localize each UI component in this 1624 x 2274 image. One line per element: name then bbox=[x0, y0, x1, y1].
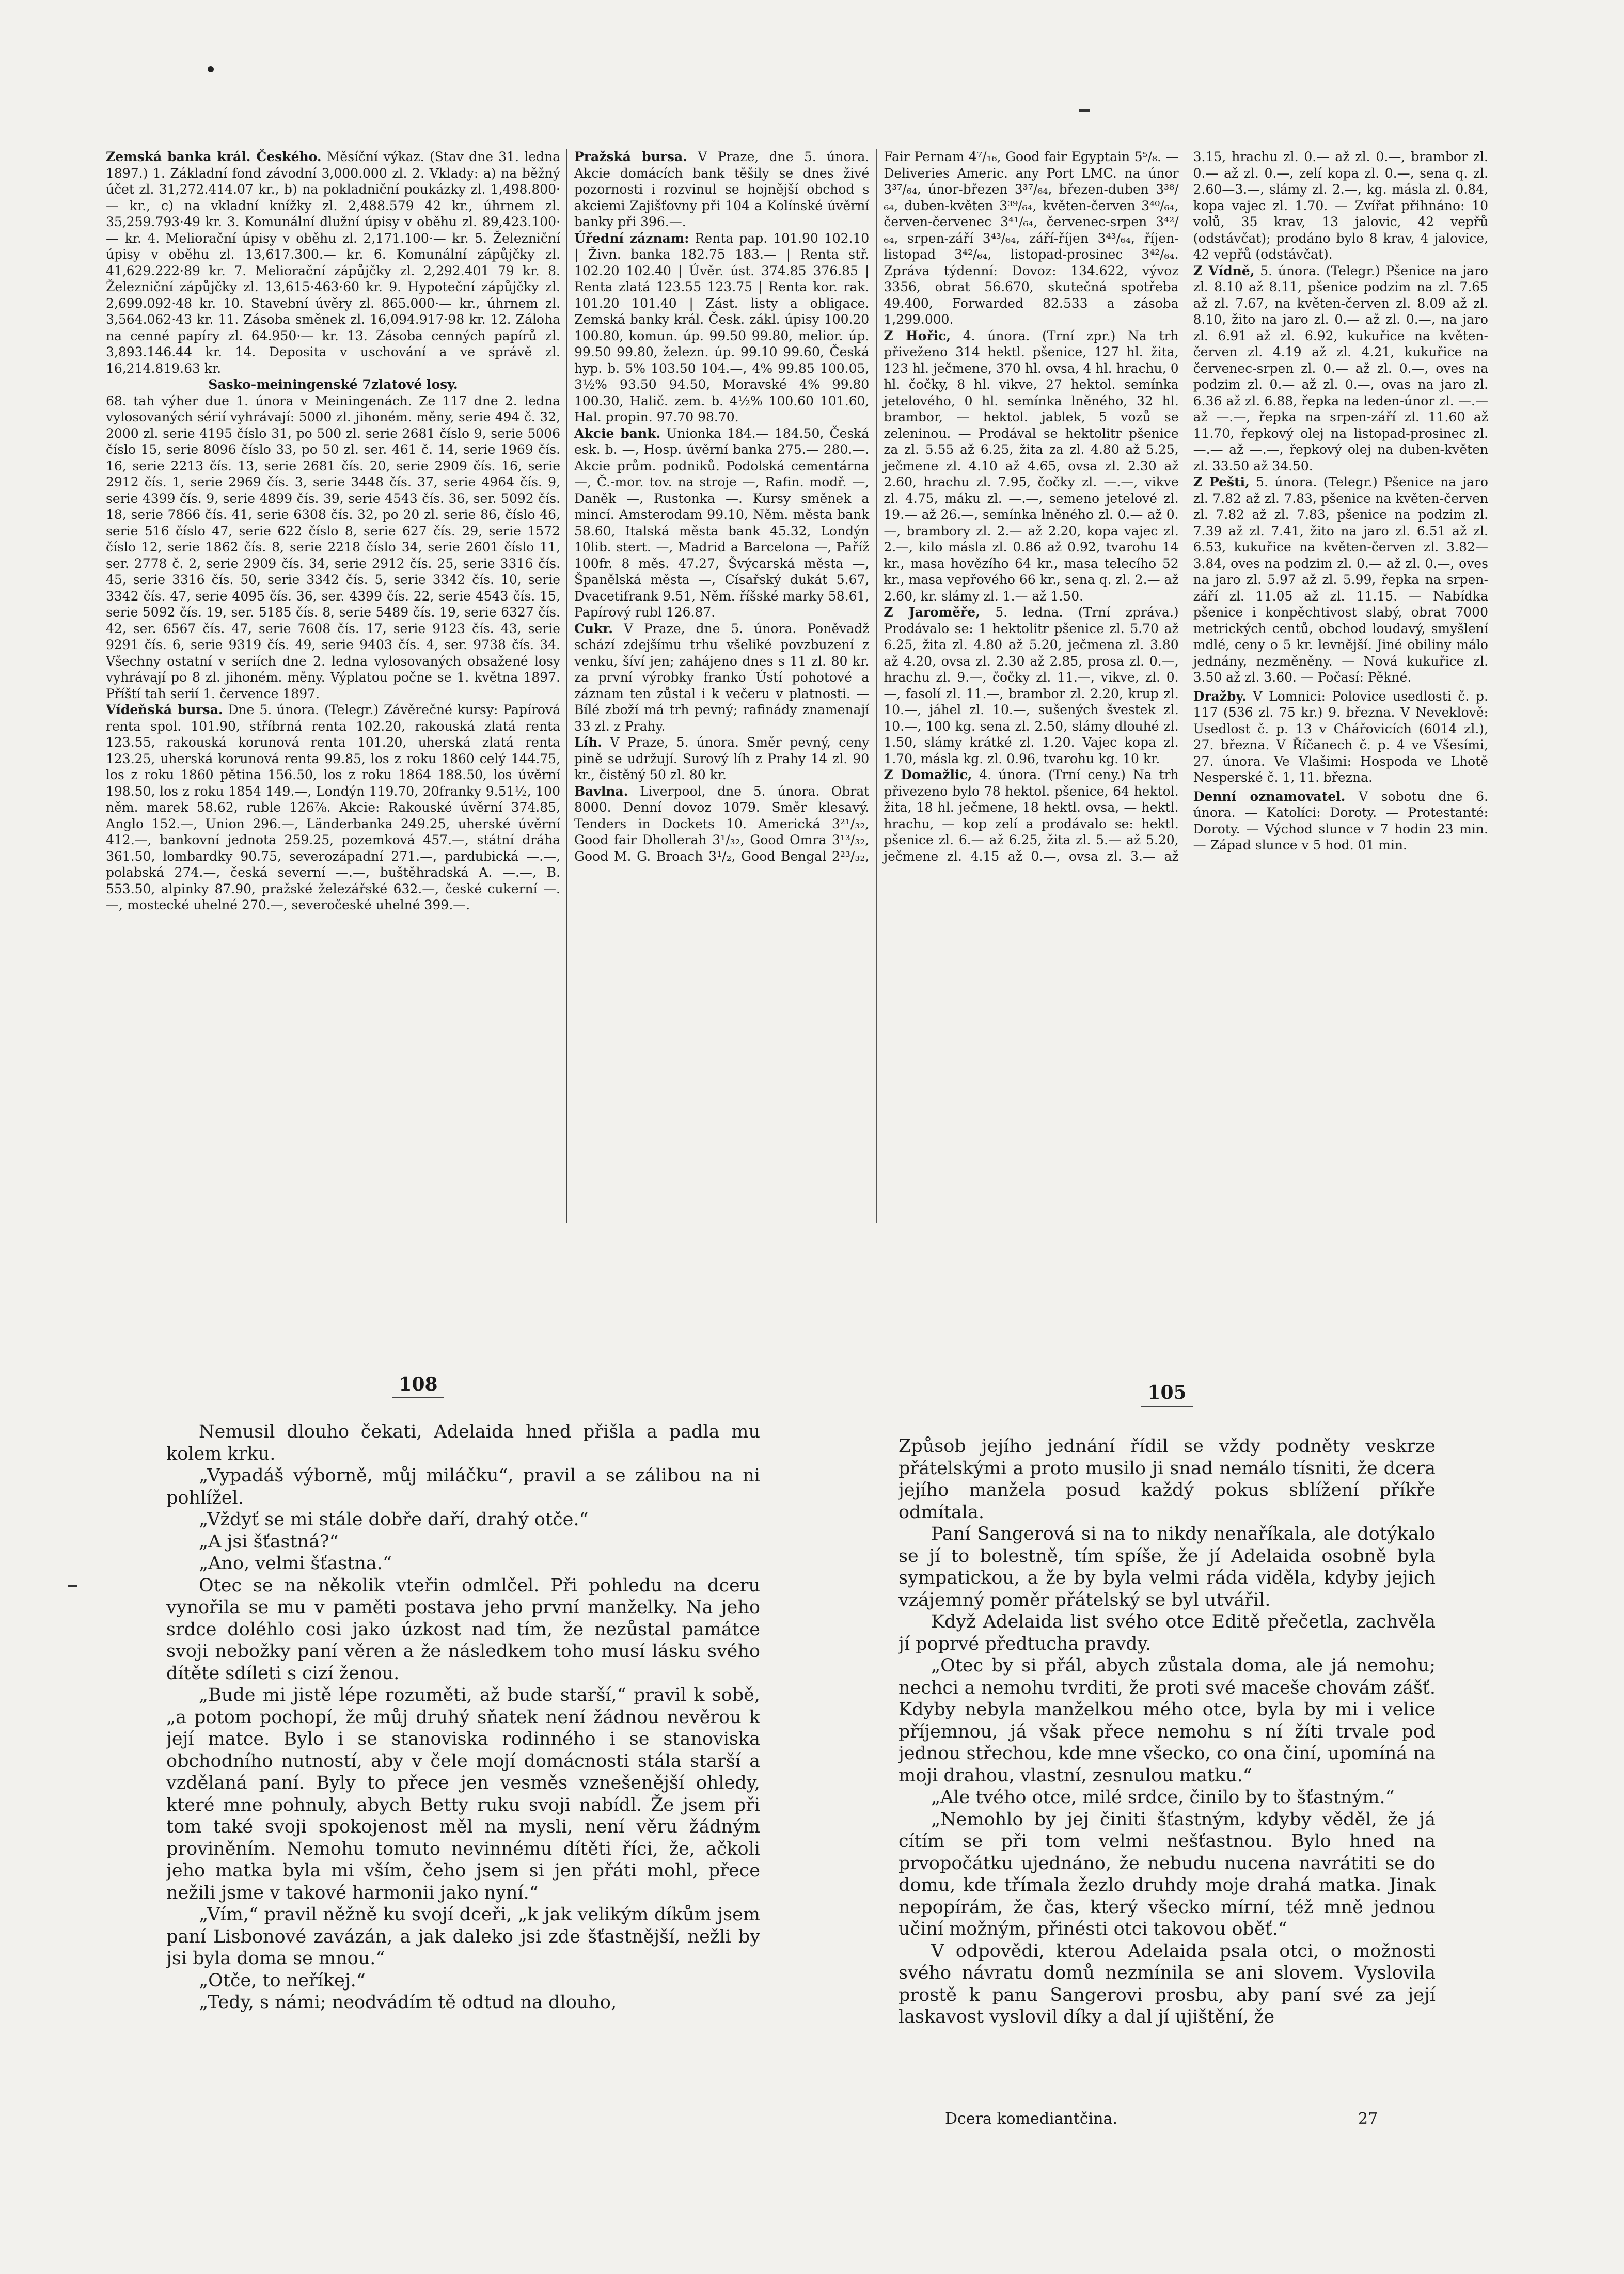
news-text: Dne 5. února. (Telegr.) Závěrečné kursy: Papírová renta spol. 101.90, stříbrná renta 102.20, rakouská zlatá renta 123.55, rakouská korunová renta 101.20, uherská zlatá renta 123.25, uherská korunová renta 99.85, los z roku 1860 celý 144.75, los z roku 1860 pětina 156.50, los z roku 1864 188.50, los úvěrní 198.50, los z roku 1854 149.—, Londýn 119.70, 20franky 9.51½, 100 něm. marek 58.62, ruble 126⅞. Akcie: Rakouské úvěrní 374.85, Anglo 152.—, Union 296.—, Länderbanka 249.25, uherské úvěrní 412.—, bankovní jednota 259.25, pozemková 457.—, státní dráha 361.50, lombardky 90.75, severozápadní 271.—, pardubická —.—, polabská 274.—, česká severní —.—, buštěhradská A. —.—, B. 553.50, alpinky 87.90, pražské železářské 632.—, české cukerní —.—, mostecké uhelné 270.—, severočeské uhelné 399.—. bbox=[106, 702, 560, 912]
news-heading: Úřední záznam: bbox=[574, 230, 689, 246]
column-divider bbox=[566, 149, 567, 1223]
novel-paragraph: Způsob jejího jednání řídil se vždy podněty veskrze přátelskými a proto musilo ji snad nemálo tísniti, že dcera jejího manžela posud každý pokus sblížení příkře odmítala. bbox=[898, 1436, 1436, 1523]
page-number-rule bbox=[1141, 1406, 1193, 1407]
news-item bbox=[106, 393, 560, 702]
news-text: 5. února. (Telegr.) Pšenice na jaro zl. 7.82 až zl. 7.83, pšenice na květen-červen zl. 7.82 až zl. 7.83, pšenice na podzim zl. 7.39 až zl. 7.41, žito na jaro zl. 6.51 až zl. 6.53, kukuřice na květen-červen zl. 3.82—3.84, oves na podzim zl. 0.— až zl. 0.—, oves na jaro zl. 5.97 až zl. 5.99, řepka na srpen-září zl. 11.05 až zl. 11.15. — Nabídka pšenice i konpěchtivost slabý, obrat 7000 metrických centů, obchod loudavý, smyšlení mdlé, ceny o 5 kr. levnější. Jiné obiliny málo jednány, nezměněny. — Nová kukuřice zl. 3.50 až zl. 3.60. — Počasí: Pěkné. bbox=[1193, 475, 1488, 685]
news-heading: Pražská bursa. bbox=[574, 149, 687, 164]
news-text: Unionka 184.— 184.50, Česká esk. b. —, Hosp. úvěrní banka 275.— 280.—. Akcie prům. podniků. Podolská cementárna —, Č.-mor. tov. na stroje —, Rafin. modř. —, Daněk —, Rustonka —. Kursy směnek a mincí. Amsterodam 99.10, Něm. města bank 58.60, Italská města bank 45.32, Londýn 10lib. stert. —, Madrid a Barcelona —, Paříž 100fr. 8 měs. 47.27, Švýcarská města —, Španělská města —, Císařský dukát 5.67, Dvacetifrank 9.51, Něm. říšské marky 58.61, Papírový rubl 126.87. bbox=[574, 425, 870, 620]
news-heading: Vídeňská bursa. bbox=[106, 702, 223, 717]
news-text: V Lomnici: Polovice usedlosti č. p. 117 (536 zl. 75 kr.) 9. března. V Neveklově: Usedlost č. p. 13 v Chářovicích (6014 zl.), 27. března. V Říčanech č. p. 4 ve Všesími, 27. února. Ve Vlašimi: Hospoda ve Lhotě Nesperské č. 1, 11. března. bbox=[1193, 688, 1488, 785]
novel-paragraph: Paní Sangerová si na to nikdy nenaříkala, ale dotýkalo se jí to bolestně, tím spíše, že jí Adelaida osobně byla sympatickou, a že by byla velmi ráda viděla, kdyby jejich vzájemný poměr přátelský se byl utvářil. bbox=[898, 1524, 1436, 1610]
novel-paragraph: „Otče, to neříkej.“ bbox=[199, 1970, 366, 1991]
news-text: 68. tah výher due 1. února v Meiningenách. Ze 117 dne 2. ledna vylosovaných sérií vyhrávají: 5000 zl. jihoném. měny, serie 494 č. 32, 2000 zl. serie 4195 číslo 31, po 500 zl. serie 2681 číslo 9, serie 5006 číslo 15, serie 8096 číslo 33, po 50 zl. ser. 461 č. 14, serie 1969 čís. 16, serie 2213 čís. 13, serie 2681 čís. 20, serie 2909 čís. 16, serie 2912 čís. 1, serie 2969 čís. 3, serie 3448 čís. 37, serie 4964 čís. 9, serie 4399 čís. 9, serie 4899 čís. 39, serie 4543 čís. 36, ser. 5092 čís. 18, serie 7866 čís. 41, serie 6308 čís. 32, po 20 zl. serie 86, číslo 46, serie 516 číslo 47, serie 622 číslo 8, serie 627 čís. 29, serie 1572 číslo 12, serie 1862 čís. 8, serie 2218 číslo 34, serie 2601 číslo 11, ser. 2778 č. 2, serie 2909 čís. 34, serie 2912 čís. 25, serie 3316 čís. 45, serie 3316 čís. 50, serie 3342 čís. 5, serie 3342 čís. 10, serie 3342 čís. 47, serie 4095 čís. 36, ser. 4399 čís. 22, serie 4543 čís. 15, serie 5092 čís. 19, ser. 5185 čís. 8, serie 5489 čís. 19, serie 6327 čís. 42, ser. 6567 čís. 47, serie 7608 čís. 17, serie 9123 čís. 43, serie 9291 čís. 6, serie 9319 čís. 49, serie 9403 čís. 4, ser. 9738 čís. 34. Všechny ostatní v seriích dne 2. ledna vylosovaných obsažené losy vyhrávají po 8 zl. jihoném. měny. Výplatou počne se 1. května 1897. Příští tah serií 1. července 1897. bbox=[106, 393, 560, 701]
novel-paragraph: „Vím,“ pravil něžně ku svojí dceři, „k jak velikým díkům jsem paní Lisbonové zavázán, a jak daleko jsi zde šťastnější, nežli by jsi byla doma se mnou.“ bbox=[166, 1904, 760, 1969]
news-item bbox=[884, 328, 1178, 605]
news-text: V Praze, dne 5. února. Akcie domácích bank těšily se dnes živé pozornosti i rozvinul se hojnější obchod s akciemi Zajišťovny při 104 a Kolínské úvěrní banky při 396.—. bbox=[574, 149, 870, 229]
news-text: V Praze, 5. února. Směr pevný, ceny pině se udržují. Surový líh z Prahy 14 zl. 90 kr., čistěný 50 zl. 80 kr. bbox=[574, 735, 870, 782]
news-item bbox=[1193, 263, 1488, 475]
news-text: 4. února. (Trní ceny.) Na trh přivezeno bylo 78 hektol. pšenice, 64 hektol. žita, 18 hl. ječmene, 18 hektl. ovsa, — hektl. hrachu, — kop zelí a prodávalo se: hektl. pšenice zl. 6.— až 6.25, žita zl. 5.— až 5.20, ječmene zl. 4.15 až 0.—, ovsa zl. 3.— až 3.15, hrachu zl. 0.— až zl. 0.—, brambor zl. 0.— až zl. 0.—, zelí kopa zl. 0.—, sena q. zl. 2.60—3.—, slámy zl. 2.—, kg. másla zl. 0.84, kopa vajec zl. 1.70. — Zvířat přihnáno: 10 volů, 35 krav, 13 jalovic, 42 vepřů (odstávčat); prodáno bylo 8 krav, 4 jalovice, 42 vepřů (odstávčat). bbox=[884, 149, 1488, 864]
market-news-columns bbox=[574, 149, 1488, 1223]
news-heading: Líh. bbox=[574, 735, 602, 750]
novel-paragraph: „Nemohlo by jej činiti šťastným, kdyby věděl, že já cítím se při tom velmi nešťastnou. Bylo hned na prvopočátku ujednáno, že nebudu nucena navrátiti se do domu, kde třímala žezlo druhdy moje drahá matka. Jinak nepopírám, že čas, který všecko mírní, též mně jednou učiní možným, přinésti otci takovou oběť.“ bbox=[898, 1809, 1436, 1939]
ink-mark bbox=[68, 1585, 77, 1587]
left-news-column bbox=[106, 149, 560, 1223]
novel-paragraph: „Ano, velmi šťastna.“ bbox=[199, 1553, 392, 1574]
page-number-rule bbox=[392, 1397, 444, 1398]
news-heading: Akcie bank. bbox=[574, 425, 661, 441]
novel-left-column bbox=[166, 1421, 760, 2118]
novel-paragraph: V odpovědi, kterou Adelaida psala otci, o možnosti svého návratu domů nezmínila se ani slovem. Vyslovila prostě k panu Sangerovi prosbu, aby paní své za její laskavost vyslovil díky a dal jí ujištění, že bbox=[898, 1940, 1436, 2027]
footer-number: 27 bbox=[1358, 2110, 1378, 2128]
news-heading: Z Jaroměře, bbox=[884, 605, 980, 620]
news-text: Renta pap. 101.90 102.10 | Živn. banka 182.75 183.— | Renta stř. 102.20 102.40 | Úvěr. úst. 374.85 376.85 | Renta zlatá 123.55 123.75 | Renta kor. rak. 101.20 101.40 | Zást. listy a obligace. Zemská banky král. Česk. zákl. úpisy 100.20 100.80, komun. úp. 99.50 99.80, melior. úp. 99.50 99.80, železn. úp. 99.10 99.60, Česká hyp. b. 5% 103.50 104.—, 4% 99.85 100.05, 3½% 93.50 94.50, Moravské 4% 99.80 100.30, Halič. zem. b. 4½% 100.60 101.60, Hal. propin. 97.70 98.70. bbox=[574, 230, 870, 424]
novel-paragraph: Když Adelaida list svého otce Editě přečetla, zachvěla jí poprvé předtucha pravdy. bbox=[898, 1612, 1436, 1654]
novel-paragraph: „Tedy, s námi; neodvádím tě odtud na dlouho, bbox=[199, 1992, 617, 2013]
page-number-left: 108 bbox=[399, 1373, 438, 1395]
novel-paragraph: „Vždyť se mi stále dobře daří, drahý otče.“ bbox=[199, 1509, 589, 1530]
news-item bbox=[574, 621, 869, 735]
ink-mark bbox=[1079, 109, 1090, 112]
news-heading: Zemská banka král. Českého. bbox=[106, 149, 322, 164]
novel-paragraph: Nemusil dlouho čekati, Adelaida hned přišla a padla mu kolem krku. bbox=[166, 1422, 760, 1464]
news-item bbox=[1193, 688, 1488, 786]
news-item bbox=[1193, 788, 1488, 854]
news-heading: Bavlna. bbox=[574, 783, 628, 799]
news-heading: Cukr. bbox=[574, 621, 613, 636]
news-text: Liverpool, dne 5. února. Obrat 8000. Denní dovoz 1079. Směr klesavý. Tenders in Dockets 10. Americká 3²¹/₃₂, Good fair Dhollerah 3¹/₃₂, Good Omra 3¹³/₃₂, Good M. G. Broach 3¹/₂, Good Bengal 2²³/₃₂, Fair Pernam 4⁷/₁₆, Good fair Egyptain 5⁵/₈. — Deliveries Americ. any Port LMC. na únor 3³⁷/₆₄, únor-březen 3³⁷/₆₄, březen-duben 3³⁸/₆₄, duben-květen 3³⁹/₆₄, květen-červen 3⁴⁰/₆₄, červen-červenec 3⁴¹/₆₄, červenec-srpen 3⁴²/₆₄, srpen-září 3⁴³/₆₄, září-říjen 3⁴³/₆₄, říjen-listopad 3⁴²/₆₄, listopad-prosinec 3⁴²/₆₄. Zpráva týdenní: Dovoz: 134.622, vývoz 3356, obrat 56.670, skutečná spotřeba 49.400, Forwarded 82.533 a zásoba 1,299.000. bbox=[574, 149, 1179, 864]
news-text: V Praze, dne 5. února. Poněvadž schází zdejšímu trhu všeliké povzbuzení z venku, šíví jen; zahájeno dnes s 11 zl. 80 kr. za první výrobky franko Ústí pohotové a záznam ten zůstal i k večeru v platnosti. — Bílé zboží má trh pevný; rafinády znamenají 33 zl. z Prahy. bbox=[574, 621, 870, 734]
news-text: 5. ledna. (Trní zpráva.) Prodávalo se: 1 hektolitr pšenice zl. 5.70 až 6.25, žita zl. 4.80 až 5.20, ječmena zl. 3.80 až 4.20, ovsa zl. 2.30 až 2.85, prosa zl. 0.—, hrachu zl. 9.—, čočky zl. 11.—, vikve, zl. 0.—, fasolí zl. 11.—, brambor zl. 2.20, krup zl. 10.—, jáhel zl. 10.—, sušených švestek zl. 10.—, 100 kg. sena zl. 2.50, slámy dlouhé zl. 1.50, slámy krátké zl. 1.20. Vajec kopa zl. 1.70, másla kg. zl. 0.96, tvarohu kg. 10 kr. bbox=[884, 605, 1179, 766]
novel-paragraph: „Bude mi jistě lépe rozuměti, až bude starší,“ pravil k sobě, „a potom pochopí, že můj druhý sňatek není žádnou nevěrou k její matce. Bylo i se stanoviska rodinného i se stanoviska obchodního nutností, aby v čele mojí domácnosti stála starší a vzdělaná paní. Byly to přece jen vesměs vznešenější ohledy, které mne pohnuly, abych Betty ruku svoji nabídl. Že jsem při tom také svoji spokojenost měl na mysli, není věru žádným proviněním. Nemohu tomuto nevinnému dítěti říci, že, ačkoli jeho matka byla mi vším, čeho jsem si jen přáti mohl, přece nežili jsme v takové harmonii jako nyní.“ bbox=[166, 1685, 760, 1903]
news-heading: Z Pešti, bbox=[1193, 475, 1250, 489]
novel-paragraph: „Ale tvého otce, milé srdce, činilo by to šťastným.“ bbox=[931, 1787, 1395, 1808]
novel-paragraph: „Vypadáš výborně, můj miláčku“, pravil a se zálibou na ni pohlížel. bbox=[166, 1465, 760, 1508]
novel-paragraph: Otec se na několik vteřin odmlčel. Při pohledu na dceru vynořila se mu v paměti postava jeho první manželky. Na jeho srdce doléhlo cosi jako úzkost nad tím, že nezůstal památce svoji nebožky paní věren a že následkem toho musí lásku svého dítěte sdíleti s cizí ženou. bbox=[166, 1575, 760, 1684]
novel-right-column bbox=[898, 1435, 1436, 2102]
news-item bbox=[574, 149, 869, 230]
news-item bbox=[106, 376, 560, 393]
news-item bbox=[574, 734, 869, 783]
ink-dot bbox=[208, 66, 214, 72]
news-heading: Z Hořic, bbox=[884, 328, 951, 343]
news-heading: Z Domažlic, bbox=[884, 767, 972, 782]
news-heading: Sasko-meiningenské 7zlatové losy. bbox=[208, 377, 458, 392]
novel-paragraph: „A jsi šťastná?“ bbox=[199, 1531, 339, 1552]
news-item bbox=[106, 149, 560, 376]
news-item bbox=[884, 604, 1178, 767]
news-text: V sobotu dne 6. února. — Katolíci: Doroty. — Protestanté: Doroty. — Východ slunce v 7 hodin 23 min. — Západ slunce v 5 hod. 01 min. bbox=[1193, 788, 1488, 852]
news-text: 4. února. (Trní zpr.) Na trh přiveženo 314 hektl. pšenice, 127 hl. žita, 123 hl. ječmene, 370 hl. ovsa, 4 hl. hrachu, 0 hl. čočky, 8 hl. vikve, 27 hektol. semínka jetelového, 0 hl. semínka lněného, 32 hl. brambor, — hektol. jablek, 5 vozů se zeleninou. — Prodával se hektolitr pšenice za zl. 5.55 až 6.25, žita za zl. 4.80 až 5.25, ječmene zl. 4.10 až 4.65, ovsa zl. 2.30 až 2.60, hrachu zl. 7.95, čočky zl. —.—, vikve zl. 4.75, máku zl. —.—, semeno jetelové zl. 19.— až 26.—, semínka lněného zl. 0.— až 0.—, brambory zl. 2.— až 2.20, kopa vajec zl. 2.—, kilo másla zl. 0.86 až 0.92, tvarohu 14 kr., masa hovězího 64 kr., masa telecího 52 kr., masa vepřového 66 kr., sena q. zl. 2.— až 2.60, kr. slámy zl. 1.— až 1.50. bbox=[884, 328, 1179, 604]
news-item bbox=[106, 702, 560, 913]
news-item bbox=[1193, 474, 1488, 686]
footer-title: Dcera komediantčina. bbox=[945, 2110, 1118, 2128]
news-text: 5. února. (Telegr.) Pšenice na jaro zl. 8.10 až 8.11, pšenice podzim na zl. 7.65 až zl. 7.67, na květen-červen zl. 8.09 až zl. 8.10, žito na jaro zl. 0.— až zl. 0.—, na jaro zl. 6.91 až zl. 6.92, kukuřice na květen-červen zl. 4.19 až zl. 4.21, kukuřice na červenec-srpen zl. 0.— až zl. 0.—, oves na podzim zl. 0.— až zl. 0.—, ovas na jaro zl. 6.36 až zl. 6.88, řepka na leden-únor zl. —.— až —.—, řepka na srpen-září zl. 11.60 až 11.70, řepkový olej na listopad-prosinec zl. —.— až —.—, řepkový olej na duben-květen zl. 33.50 až 34.50. bbox=[1193, 263, 1488, 473]
news-item bbox=[574, 425, 869, 621]
news-heading: Z Vídně, bbox=[1193, 263, 1255, 278]
news-heading: Dražby. bbox=[1193, 688, 1247, 704]
news-heading: Denní oznamovatel. bbox=[1193, 788, 1346, 804]
page-number-right: 105 bbox=[1147, 1382, 1187, 1403]
news-item bbox=[574, 230, 869, 425]
novel-paragraph: „Otec by si přál, abych zůstala doma, ale já nemohu; nechci a nemohu tvrditi, že proti své maceše chovám zášť. Kdyby nebyla manželkou mého otce, byla by mi i velice příjemnou, já však přece nemohu s ní žíti trvale pod jednou střechou, kde mne všecko, co ona činí, upomíná na moji drahou, vlastní, zesnulou matku.“ bbox=[898, 1655, 1436, 1786]
news-text: Měsíční výkaz. (Stav dne 31. ledna 1897.) 1. Základní fond závodní 3,000.000 zl. 2. Vklady: a) na běžný účet zl. 31,272.414.07 kr., b) na pokladniční poukázky zl. 1,498.800·— kr., c) na vkladní knížky zl. 2,488.579 42 kr., úhrnem zl. 35,259.793·49 kr. 3. Komunální dlužní úpisy v oběhu zl. 89,423.100·— kr. 4. Meliorační úpisy v oběhu zl. 2,171.100·— kr. 5. Železniční úpisy v oběhu zl. 13,617.300.— kr. 6. Komunální zápůjčky zl. 41,629.222·89 kr. 7. Meliorační zápůjčky zl. 2,292.401 79 kr. 8. Železniční zápůjčky zl. 13,615·463·60 kr. 9. Hypoteční zápůjčky zl. 2,699.092·48 kr. 10. Stavební úvěry zl. 865.000·— kr., úhrnem zl. 3,564.062·43 kr. 11. Zásoba směnek zl. 16,094.917·98 kr. 12. Záloha na cenné papíry zl. 64.950·— kr. 13. Zásoba cenných papírů zl. 3,893.146.44 kr. 14. Deposita v uschování a ve správě zl. 16,214.819.63 kr. bbox=[106, 149, 560, 376]
